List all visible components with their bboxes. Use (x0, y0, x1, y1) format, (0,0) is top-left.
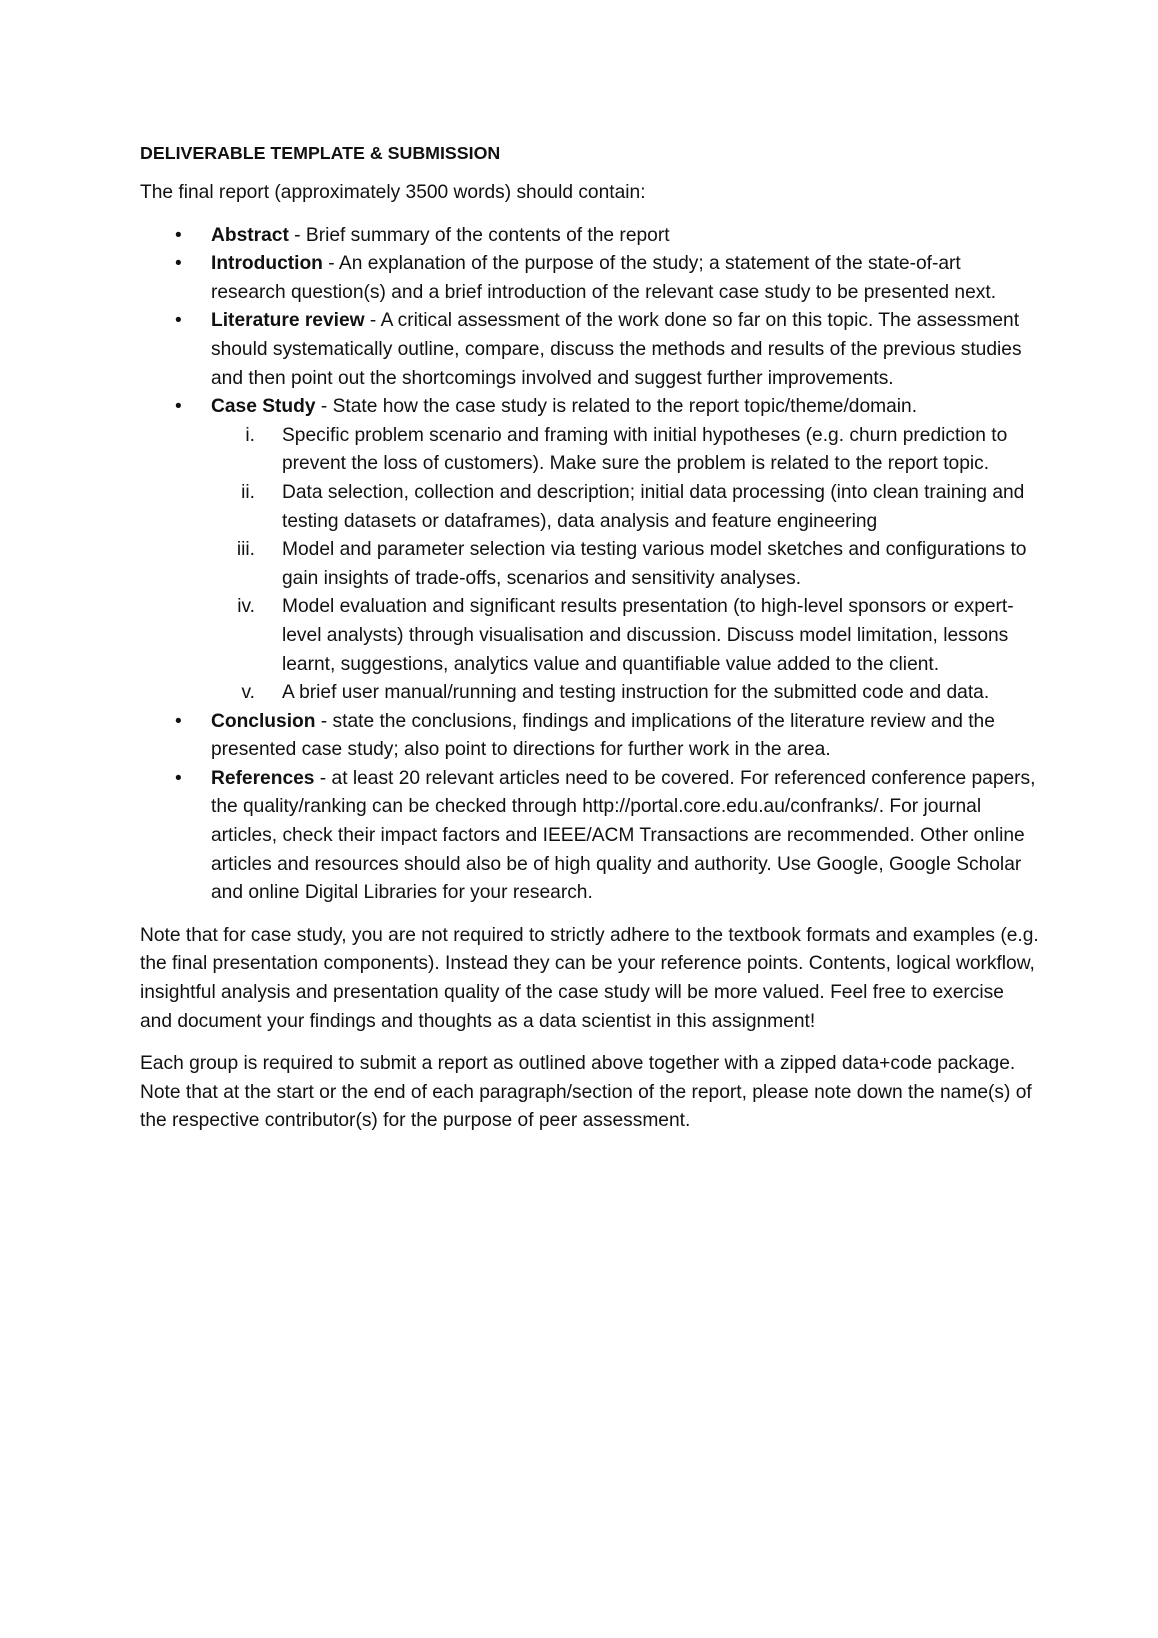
item-text: Specific problem scenario and framing with initial hypotheses (e.g. churn prediction to prevent the loss of customers). Make sure the problem is related to the report topic. (282, 424, 1008, 475)
section-conclusion (140, 708, 1040, 765)
section-term: References (211, 767, 315, 789)
bullet-icon: • (175, 767, 182, 789)
section-introduction (140, 250, 1040, 307)
bullet-icon: • (175, 310, 182, 332)
item-text: A brief user manual/running and testing instruction for the submitted code and data. (282, 682, 990, 704)
section-term: Conclusion (211, 710, 316, 732)
section-text: - State how the case study is related to the report topic/theme/domain. (315, 396, 918, 418)
item-text: Model evaluation and significant results presentation (to high-level sponsors or expert-level analysts) through visualisation and discussion. Discuss model limitation, lessons learnt, suggestions, analytics value and quantifiable value added to the client. (282, 596, 1014, 675)
section-text: - A critical assessment of the work done so far on this topic. The assessment should systematically outline, compare, discuss the methods and results of the previous studies and then point out the shortcomings involved and suggest further improvements. (211, 310, 1022, 389)
section-term: Case Study (211, 396, 316, 418)
bullet-icon: • (175, 710, 182, 732)
report-sections-list (140, 222, 1040, 908)
case-study-item (211, 422, 1040, 479)
item-text: Model and parameter selection via testing various model sketches and configurations to gain insights of trade-offs, scenarios and sensitivity analyses. (282, 539, 1027, 589)
case-study-item (211, 593, 1040, 679)
submission-paragraph: Each group is required to submit a report as outlined above together with a zipped data+code package. Note that at the start or the end of each paragraph/section of the report, please note down the name(s) of the respective contributor(s) for the purpose of peer assessment. (140, 1053, 1032, 1132)
case-study-item (211, 479, 1040, 536)
section-abstract (140, 222, 1040, 251)
bullet-icon: • (175, 396, 182, 418)
case-study-item (211, 536, 1040, 593)
section-case-study (140, 393, 1040, 708)
section-literature-review (140, 307, 1040, 393)
document-page (140, 140, 1040, 1150)
bullet-icon: • (175, 224, 182, 246)
case-study-item (211, 679, 1040, 708)
item-number: i. (245, 424, 255, 446)
section-text: - at least 20 relevant articles need to be covered. For referenced conference papers, the quality/ranking can be checked through http://portal.core.edu.au/confranks/. For journal articles, check their impact factors and IEEE/ACM Transactions are recommended. Other online articles and resources should also be of high quality and authority. Use Google, Google Scholar and online Digital Libraries for your research. (211, 767, 1036, 904)
section-text: - Brief summary of the contents of the report (288, 224, 670, 246)
section-references (140, 765, 1040, 908)
section-term: Abstract (211, 224, 289, 246)
case-study-sublist (211, 422, 1040, 708)
page-heading: DELIVERABLE TEMPLATE & SUBMISSION (140, 143, 501, 163)
note-paragraph: Note that for case study, you are not required to strictly adhere to the textbook formats and examples (e.g. the final presentation components). Instead they can be your reference points. Contents, logical workflow, insightful analysis and presentation quality of the case study will be more valued. Feel free to exercise and document your findings and thoughts as a data scientist in this assignment! (140, 924, 1039, 1032)
item-text: Data selection, collection and description; initial data processing (into clean training and testing datasets or dataframes), data analysis and feature engineering (282, 481, 1025, 532)
section-term: Introduction (211, 253, 323, 275)
item-number: ii. (241, 481, 255, 503)
section-text: - An explanation of the purpose of the study; a statement of the state-of-art research question(s) and a brief introduction of the relevant case study to be presented next. (211, 253, 997, 303)
item-number: iv. (237, 596, 255, 618)
section-term: Literature review (211, 310, 365, 332)
item-number: iii. (236, 539, 255, 561)
bullet-icon: • (175, 253, 182, 275)
section-text: - state the conclusions, findings and implications of the literature review and the presented case study; also point to directions for further work in the area. (211, 710, 995, 761)
item-number: v. (241, 682, 255, 704)
intro-paragraph: The final report (approximately 3500 words) should contain: (140, 182, 646, 203)
